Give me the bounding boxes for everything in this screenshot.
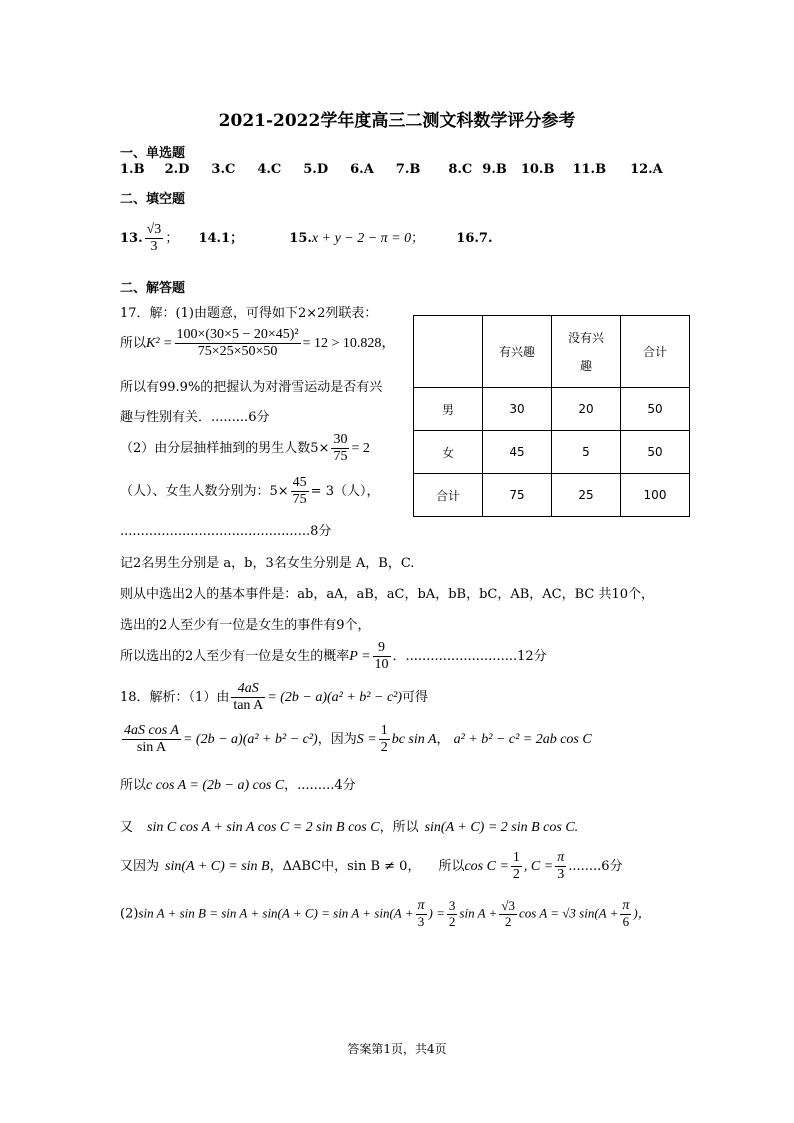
p18-l6-pre: (2) bbox=[120, 906, 139, 922]
p18-l6-d: cos A = √3 sin(A + bbox=[518, 905, 619, 921]
answer-item: 4.C bbox=[257, 162, 282, 177]
p18-l5-expr: sin(A + C) = sin B bbox=[165, 859, 270, 875]
p18-l6-rden: 2 bbox=[504, 913, 512, 929]
table-cell: 有兴趣 bbox=[483, 316, 552, 388]
answer-item: 1.B bbox=[120, 162, 145, 177]
p18-l5-pnum: π bbox=[555, 850, 566, 867]
p18-l6-p6den: 6 bbox=[622, 914, 630, 930]
p18-l6-pden: 3 bbox=[417, 914, 425, 930]
p18-line2 bbox=[120, 723, 592, 756]
p18-l6-a: sin A + sin B = sin A + sin(A + C) = sin A + sin(A + bbox=[138, 905, 414, 921]
p18-l6-pi6 bbox=[620, 898, 631, 930]
table-header-row bbox=[414, 316, 690, 388]
p18-l2-bc: bc sin A bbox=[391, 732, 437, 748]
p17-line10: 选出的2人至少有一位是女生的事件有9个， bbox=[120, 618, 371, 633]
answer-item: 2.D bbox=[164, 162, 190, 177]
q13-num: √3 bbox=[145, 222, 164, 239]
p17-chi-fraction bbox=[175, 327, 301, 360]
p18-l6-b: ) = bbox=[428, 905, 445, 921]
table-cell bbox=[414, 316, 483, 388]
p17-line1: 17．解：(1)由题意，可得如下2×2列联表： bbox=[120, 306, 378, 321]
q13-den: 3 bbox=[150, 239, 158, 255]
p18-l6-root3-half bbox=[499, 899, 517, 930]
q13-fraction bbox=[145, 222, 164, 255]
p18-l6-c: sin A + bbox=[459, 905, 498, 921]
table-row bbox=[414, 388, 690, 431]
p18-l3-pre: 所以 bbox=[120, 778, 147, 793]
p18-l1-den: tan A bbox=[233, 698, 264, 714]
p17-probability bbox=[120, 640, 547, 673]
contingency-table bbox=[413, 315, 690, 517]
p18-line6 bbox=[120, 898, 651, 930]
single-choice-answers bbox=[120, 162, 663, 177]
table-cell: 合计 bbox=[621, 316, 690, 388]
table-cell: 25 bbox=[552, 474, 621, 517]
p17-female-count bbox=[120, 475, 379, 508]
answer-item: 7.B bbox=[395, 162, 421, 177]
p18-l2-hden: 2 bbox=[380, 740, 388, 756]
table-header-no-interest: 没有兴趣 bbox=[567, 330, 604, 373]
p18-l5-hden: 2 bbox=[512, 867, 520, 883]
table-cell: 女 bbox=[414, 431, 483, 474]
table-cell bbox=[552, 316, 621, 388]
p18-l1-num: 4aS bbox=[231, 681, 265, 698]
table-cell: 50 bbox=[621, 388, 690, 431]
p18-line1 bbox=[120, 681, 428, 714]
p18-l5-mid: ，ΔABC中，sin B ≠ 0， bbox=[269, 859, 421, 875]
p18-line3 bbox=[120, 774, 356, 794]
p18-l2-comma: ， bbox=[436, 732, 450, 748]
p18-l4-mid: ，所以 bbox=[379, 820, 419, 835]
p17-line3: 所以有99.9%的把握认为对滑雪运动是否有兴 bbox=[120, 380, 383, 395]
p18-line5 bbox=[120, 850, 623, 883]
p18-l6-pi3 bbox=[416, 898, 427, 930]
p18-l5-cos: cos C = bbox=[464, 859, 509, 875]
table-cell: 男 bbox=[414, 388, 483, 431]
p17-p-label: P = bbox=[349, 649, 371, 665]
p18-l2-hnum: 1 bbox=[379, 723, 390, 740]
answer-item: 5.D bbox=[303, 162, 329, 177]
p18-l1-fraction bbox=[231, 681, 265, 714]
section-heading-solutions: 二、解答题 bbox=[120, 281, 186, 296]
answer-item: 6.A bbox=[350, 162, 374, 177]
table-cell: 50 bbox=[621, 431, 690, 474]
p18-l1-pre: 18．解析：（1）由 bbox=[120, 690, 230, 706]
answer-item: 8.C bbox=[448, 162, 473, 177]
p18-l5-pi3 bbox=[555, 850, 566, 883]
p18-line4 bbox=[120, 816, 578, 836]
p17-male-count bbox=[120, 432, 370, 465]
p18-l6-pnum: π bbox=[416, 898, 427, 915]
p17-l11-pre: 所以选出的2人至少有一位是女生的概率 bbox=[120, 649, 350, 665]
p18-l1-eq: = (2b − a)(a² + b² − c²) bbox=[267, 690, 403, 706]
p18-l2-den: sin A bbox=[136, 740, 167, 756]
p18-l2-mid: ，因为 bbox=[317, 732, 357, 748]
p18-l6-e: )， bbox=[633, 905, 651, 921]
p17-female-fraction bbox=[291, 475, 309, 508]
p18-l4-pre: 又 bbox=[120, 820, 134, 835]
table-cell: 20 bbox=[552, 388, 621, 431]
p18-l5-pre: 又因为 bbox=[120, 859, 160, 875]
q16-answer: 16.7. bbox=[456, 231, 493, 247]
p18-l2-half bbox=[379, 723, 390, 756]
answer-item: 10.B bbox=[520, 162, 555, 177]
table-cell: 5 bbox=[552, 431, 621, 474]
p17-line7: ..............................................8分 bbox=[120, 524, 332, 539]
p17-line8: 记2名男生分别是 a，b，3名女生分别是 A，B，C. bbox=[120, 556, 415, 571]
p18-l2-eq: = (2b − a)(a² + b² − c²) bbox=[182, 732, 318, 748]
p17-chi-num: 100×(30×5 − 20×45)² bbox=[175, 327, 301, 344]
p18-l5-half bbox=[511, 850, 522, 883]
table-row bbox=[414, 431, 690, 474]
answer-item: 11.B bbox=[572, 162, 607, 177]
answer-item: 12.A bbox=[630, 162, 663, 177]
p18-l2-fraction bbox=[122, 723, 181, 756]
p18-l5-post: ........6分 bbox=[568, 859, 623, 875]
p17-female-den: 75 bbox=[292, 492, 307, 508]
p17-l2-pre: 所以 bbox=[120, 336, 147, 352]
page-footer: 答案第1页，共4页 bbox=[347, 1042, 447, 1056]
table-cell: 100 bbox=[621, 474, 690, 517]
p17-male-den: 75 bbox=[333, 449, 348, 465]
page-title: 2021-2022学年度高三二测文科数学评分参考 bbox=[218, 111, 576, 131]
p18-l4-expr: sin C cos A + sin A cos C = 2 sin B cos C bbox=[147, 820, 380, 835]
p18-l6-3den: 2 bbox=[448, 913, 456, 929]
p17-male-fraction bbox=[331, 432, 349, 465]
p17-k-squared: K² = bbox=[146, 336, 173, 352]
p17-male-result: = 2 bbox=[351, 441, 370, 457]
table-row bbox=[414, 474, 690, 517]
p18-l2-s: S = bbox=[356, 732, 377, 748]
p18-l5-hnum: 1 bbox=[511, 850, 522, 867]
p18-l5-so: 所以 bbox=[438, 859, 465, 875]
p18-l5-c: , C = bbox=[523, 859, 554, 875]
section-heading-single-choice: 一、单选题 bbox=[120, 146, 186, 161]
table-cell: 45 bbox=[483, 431, 552, 474]
p17-l5-pre: （2）由分层抽样抽到的男生人数5× bbox=[120, 441, 330, 457]
p18-l2-num: 4aS cos A bbox=[122, 723, 181, 740]
p18-l6-three-half bbox=[447, 899, 458, 930]
q13-sep: ； bbox=[165, 231, 179, 247]
q15-tail: ； bbox=[411, 231, 425, 247]
answer-item: 9.B bbox=[482, 162, 507, 177]
p17-chi-den: 75×25×50×50 bbox=[197, 344, 278, 360]
fill-blank-answers bbox=[120, 222, 493, 255]
p17-chi-result: = 12 > 10.828， bbox=[302, 336, 396, 352]
p17-female-result: = 3（人）， bbox=[310, 484, 380, 500]
p18-l4-expr2: sin(A + C) = 2 sin B cos C. bbox=[424, 820, 579, 835]
p18-l6-3num: 3 bbox=[448, 897, 456, 913]
p17-chi-square bbox=[120, 327, 395, 360]
q15-label: 15. bbox=[289, 231, 312, 247]
p18-l1-post: 可得 bbox=[402, 690, 429, 706]
table-cell: 75 bbox=[483, 474, 552, 517]
q13-label: 13. bbox=[120, 231, 143, 247]
p17-male-num: 30 bbox=[331, 432, 349, 449]
p17-l6-pre: （人）、女生人数分别为：5× bbox=[120, 484, 289, 500]
p18-l3-post: ，.........4分 bbox=[284, 778, 356, 793]
q14-answer: 14.1； bbox=[198, 231, 244, 247]
p17-l11-post: ．...........................12分 bbox=[392, 649, 547, 665]
p18-l3-expr: c cos A = (2b − a) cos C bbox=[146, 778, 285, 793]
p17-female-num: 45 bbox=[291, 475, 309, 492]
p17-line4: 趣与性别有关．.........6分 bbox=[120, 410, 270, 425]
p18-l6-rnum: √3 bbox=[501, 897, 515, 913]
q15-expr: x + y − 2 − π = 0 bbox=[311, 231, 412, 247]
p17-prob-den: 10 bbox=[374, 657, 389, 673]
section-heading-fill-blank: 二、填空题 bbox=[120, 192, 186, 207]
table-cell: 合计 bbox=[414, 474, 483, 517]
p18-l6-p6num: π bbox=[620, 898, 631, 915]
p18-l2-rel: a² + b² − c² = 2ab cos C bbox=[453, 732, 592, 748]
p17-prob-num: 9 bbox=[373, 640, 391, 657]
p17-prob-fraction bbox=[373, 640, 391, 673]
table-cell: 30 bbox=[483, 388, 552, 431]
p17-line9: 则从中选出2人的基本事件是：ab，aA，aB，aC，bA，bB，bC，AB，AC，BC 共10个， bbox=[120, 587, 655, 602]
answer-item: 3.C bbox=[211, 162, 236, 177]
p18-l5-pden: 3 bbox=[557, 867, 565, 883]
